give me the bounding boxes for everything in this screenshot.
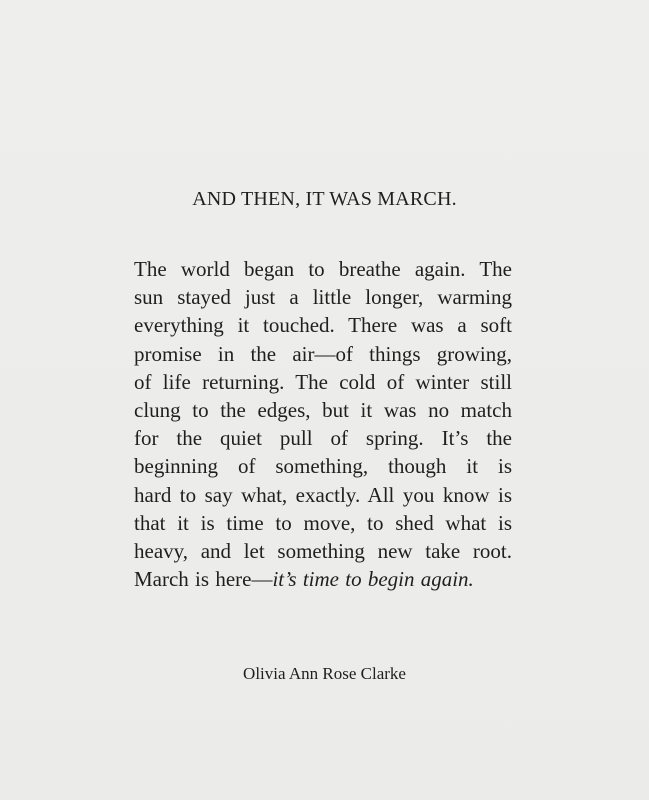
final-line-plain: March is here— (134, 567, 273, 592)
author-name: Olivia Ann Rose Clarke (243, 664, 406, 683)
poem-line-1: The world began to breathe again. The (134, 257, 512, 281)
poem-line-11: heavy, and let something new take root. (134, 539, 512, 564)
poem-line-7: for the quiet pull of spring. It’s the (134, 426, 512, 451)
poem-line-5: of life returning. The cold of winter still (134, 369, 512, 394)
poem-line-3: everything it touched. There was a soft (134, 313, 512, 338)
poem-body (134, 255, 512, 593)
page-title: AND THEN, IT WAS MARCH. (192, 188, 457, 210)
poem-line-8: beginning of something, though it is (134, 454, 512, 479)
poem-line-12 (134, 565, 512, 593)
poem-line-9: hard to say what, exactly. All you know is (134, 482, 512, 507)
poem-line-4: promise in the air—of things growing, (134, 341, 512, 366)
poem-line-10: that it is time to move, to shed what is (134, 510, 512, 535)
poem-line-6: clung to the edges, but it was no match (134, 398, 512, 423)
final-line-italic: it’s time to begin again. (272, 567, 474, 592)
poem-line-2: sun stayed just a little longer, warming (134, 285, 512, 310)
